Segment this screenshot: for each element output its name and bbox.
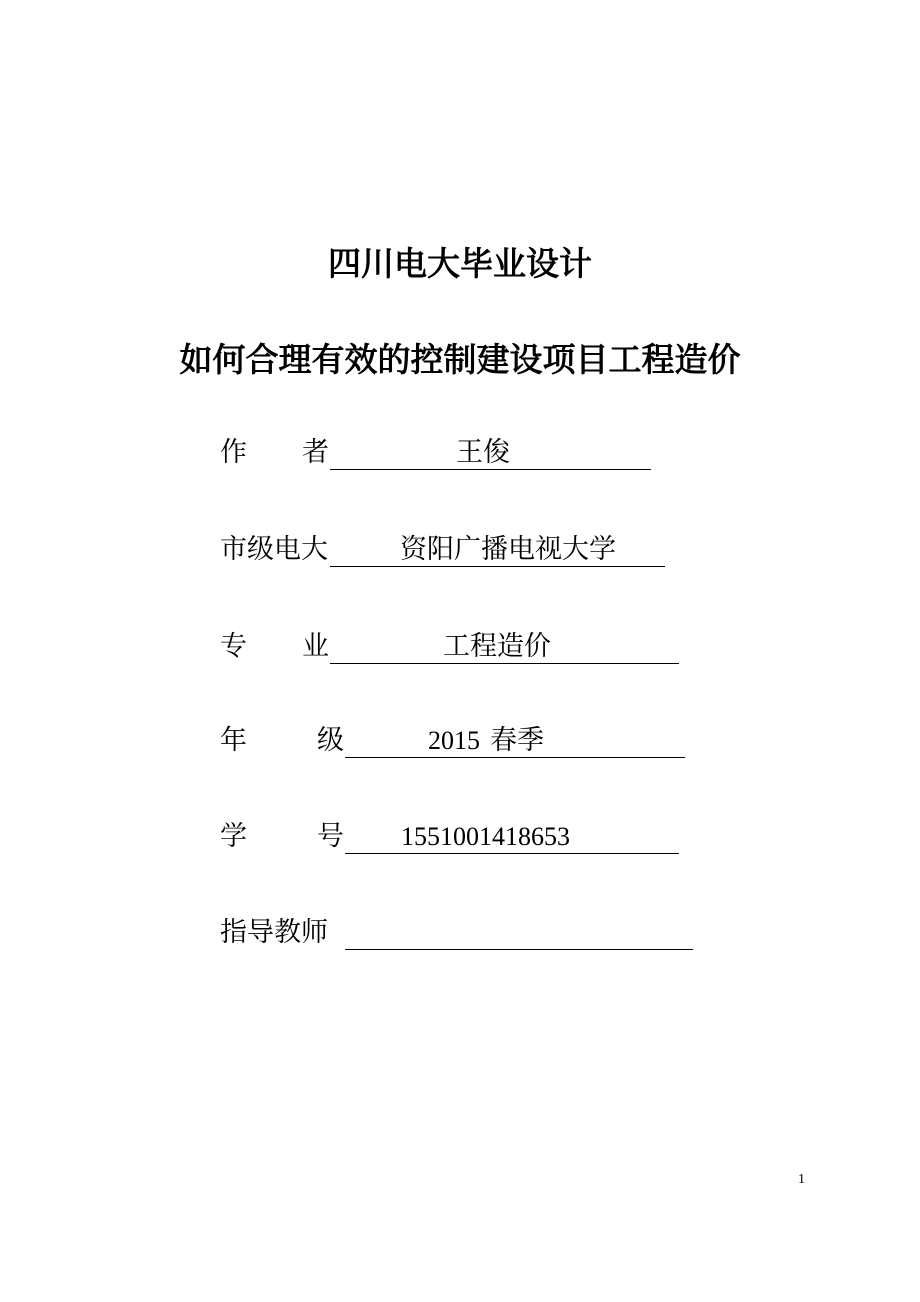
grade-label-char1: 年 — [220, 725, 247, 756]
grade-value-season: 春季 — [490, 725, 544, 756]
major-value: 工程造价 — [443, 631, 551, 662]
student-id-label-char1: 学 — [220, 821, 247, 852]
page-number: 1 — [798, 1172, 805, 1187]
student-id-label-char2: 号 — [317, 821, 344, 852]
author-label-char1: 作 — [220, 437, 247, 468]
student-id-value: 1551001418653 — [401, 822, 570, 851]
city-university-label: 市级电大 — [220, 534, 328, 565]
advisor-label: 指导教师 — [220, 917, 328, 948]
advisor-row — [0, 913, 920, 953]
thesis-title: 如何合理有效的控制建设项目工程造价 — [179, 340, 741, 379]
major-row — [0, 627, 920, 667]
grade-value-year: 2015 — [428, 726, 480, 755]
author-value: 王俊 — [456, 437, 510, 468]
city-university-value: 资阳广播电视大学 — [400, 534, 616, 565]
major-label-char1: 专 — [220, 631, 247, 662]
city-university-row — [0, 530, 920, 570]
grade-row — [0, 721, 920, 761]
student-id-row — [0, 817, 920, 857]
author-row — [0, 433, 920, 473]
author-label-char2: 者 — [302, 437, 329, 468]
advisor-underline — [345, 949, 693, 950]
document-title: 四川电大毕业设计 — [328, 244, 592, 283]
grade-label-char2: 级 — [317, 725, 344, 756]
major-label-char2: 业 — [302, 631, 329, 662]
